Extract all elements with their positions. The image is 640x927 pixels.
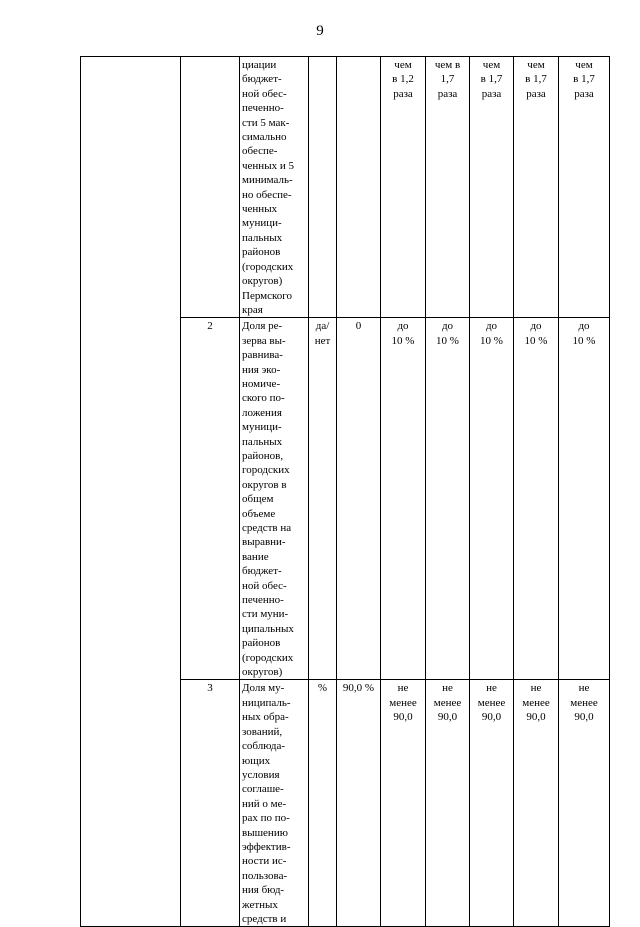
- target-value-cell: не менее 90,0: [426, 680, 470, 927]
- target-value-cell: до 10 %: [559, 318, 610, 680]
- table-row: [81, 57, 610, 318]
- target-value-cell: до 10 %: [470, 318, 514, 680]
- target-value-cell: не менее 90,0: [381, 680, 426, 927]
- unit-cell: %: [309, 680, 337, 927]
- indicator-name-cell: Доля му- ниципаль- ных обра- зований, соблюда- ющих условия соглаше- ний о ме- рах по по- вышению эффектив- ности ис- пользова- ния бюд- жетных средств и: [240, 680, 309, 927]
- target-value-cell: чем в 1,7 раза: [426, 57, 470, 318]
- target-value-cell: чем в 1,7 раза: [514, 57, 559, 318]
- target-value-cell: чем в 1,7 раза: [470, 57, 514, 318]
- indicator-name-cell: Доля ре- зерва вы- равнива- ния эко- номиче- ского по- ложения муници- пальных районов, городских округов в общем объеме средств на выравни- вание бюджет- ной обес- печенно- сти муни- ципальных районов (городских округов): [240, 318, 309, 680]
- target-value-cell: до 10 %: [514, 318, 559, 680]
- base-value-cell: [337, 57, 381, 318]
- row-number-cell: 3: [181, 680, 240, 927]
- target-value-cell: до 10 %: [426, 318, 470, 680]
- unit-cell: [309, 57, 337, 318]
- target-value-cell: чем в 1,2 раза: [381, 57, 426, 318]
- merged-left-cell: [81, 57, 181, 927]
- target-value-cell: не менее 90,0: [559, 680, 610, 927]
- target-value-cell: не менее 90,0: [514, 680, 559, 927]
- row-number-cell: 2: [181, 318, 240, 680]
- target-value-cell: не менее 90,0: [470, 680, 514, 927]
- unit-cell: да/ нет: [309, 318, 337, 680]
- target-value-cell: чем в 1,7 раза: [559, 57, 610, 318]
- base-value-cell: 90,0 %: [337, 680, 381, 927]
- indicators-table: [80, 56, 610, 927]
- base-value-cell: 0: [337, 318, 381, 680]
- target-value-cell: до 10 %: [381, 318, 426, 680]
- row-number-cell: [181, 57, 240, 318]
- page-number: 9: [316, 23, 324, 39]
- indicator-name-cell: циации бюджет- ной обес- печенно- сти 5 мак- симально обеспе- ченных и 5 минималь- но обеспе- ченных муници- пальных районов (городских округов) Пермского края: [240, 57, 309, 318]
